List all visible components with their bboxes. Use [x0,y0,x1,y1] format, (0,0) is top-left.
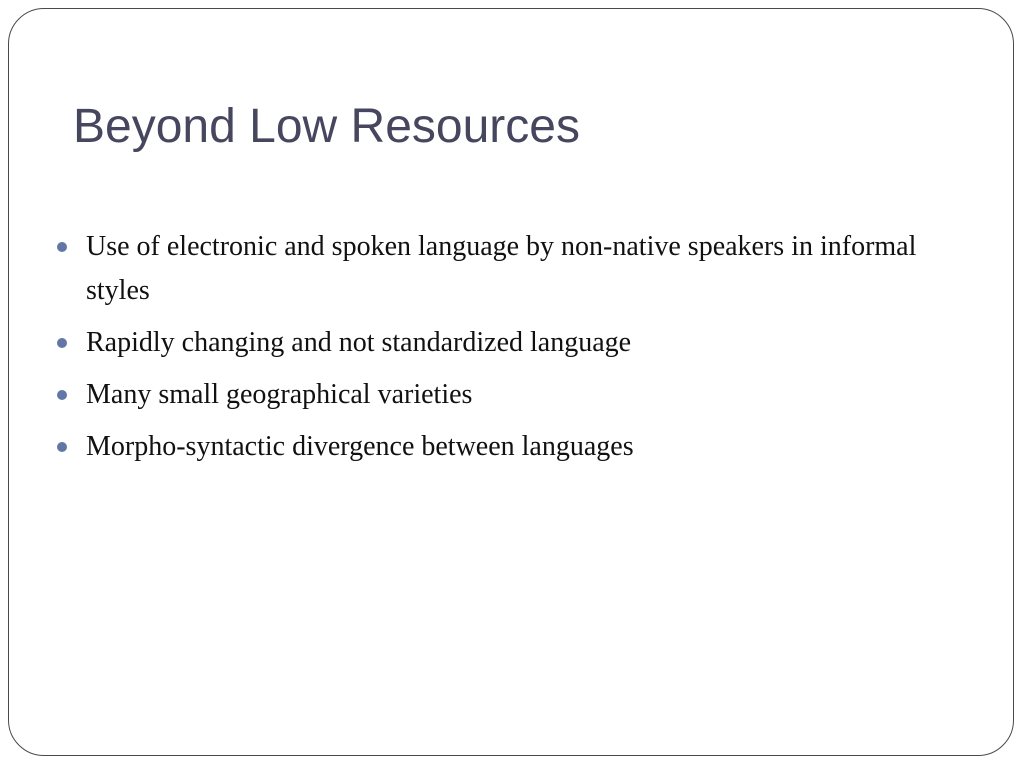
bullet-dot-icon [57,242,67,252]
bullet-item [55,425,955,469]
bullet-item [55,321,955,365]
slide-frame [8,8,1014,756]
bullet-list [55,225,955,477]
bullet-text: Use of electronic and spoken language by non-native speakers in informal styles [86,231,917,306]
slide-title: Beyond Low Resources [73,100,580,153]
bullet-text: Rapidly changing and not standardized language [86,327,632,358]
bullet-dot-icon [57,390,67,400]
bullet-text: Many small geographical varieties [86,379,473,410]
bullet-dot-icon [57,338,67,348]
bullet-item [55,373,955,417]
bullet-text: Morpho-syntactic divergence between languages [86,431,634,462]
bullet-item [55,225,955,313]
bullet-dot-icon [57,442,67,452]
